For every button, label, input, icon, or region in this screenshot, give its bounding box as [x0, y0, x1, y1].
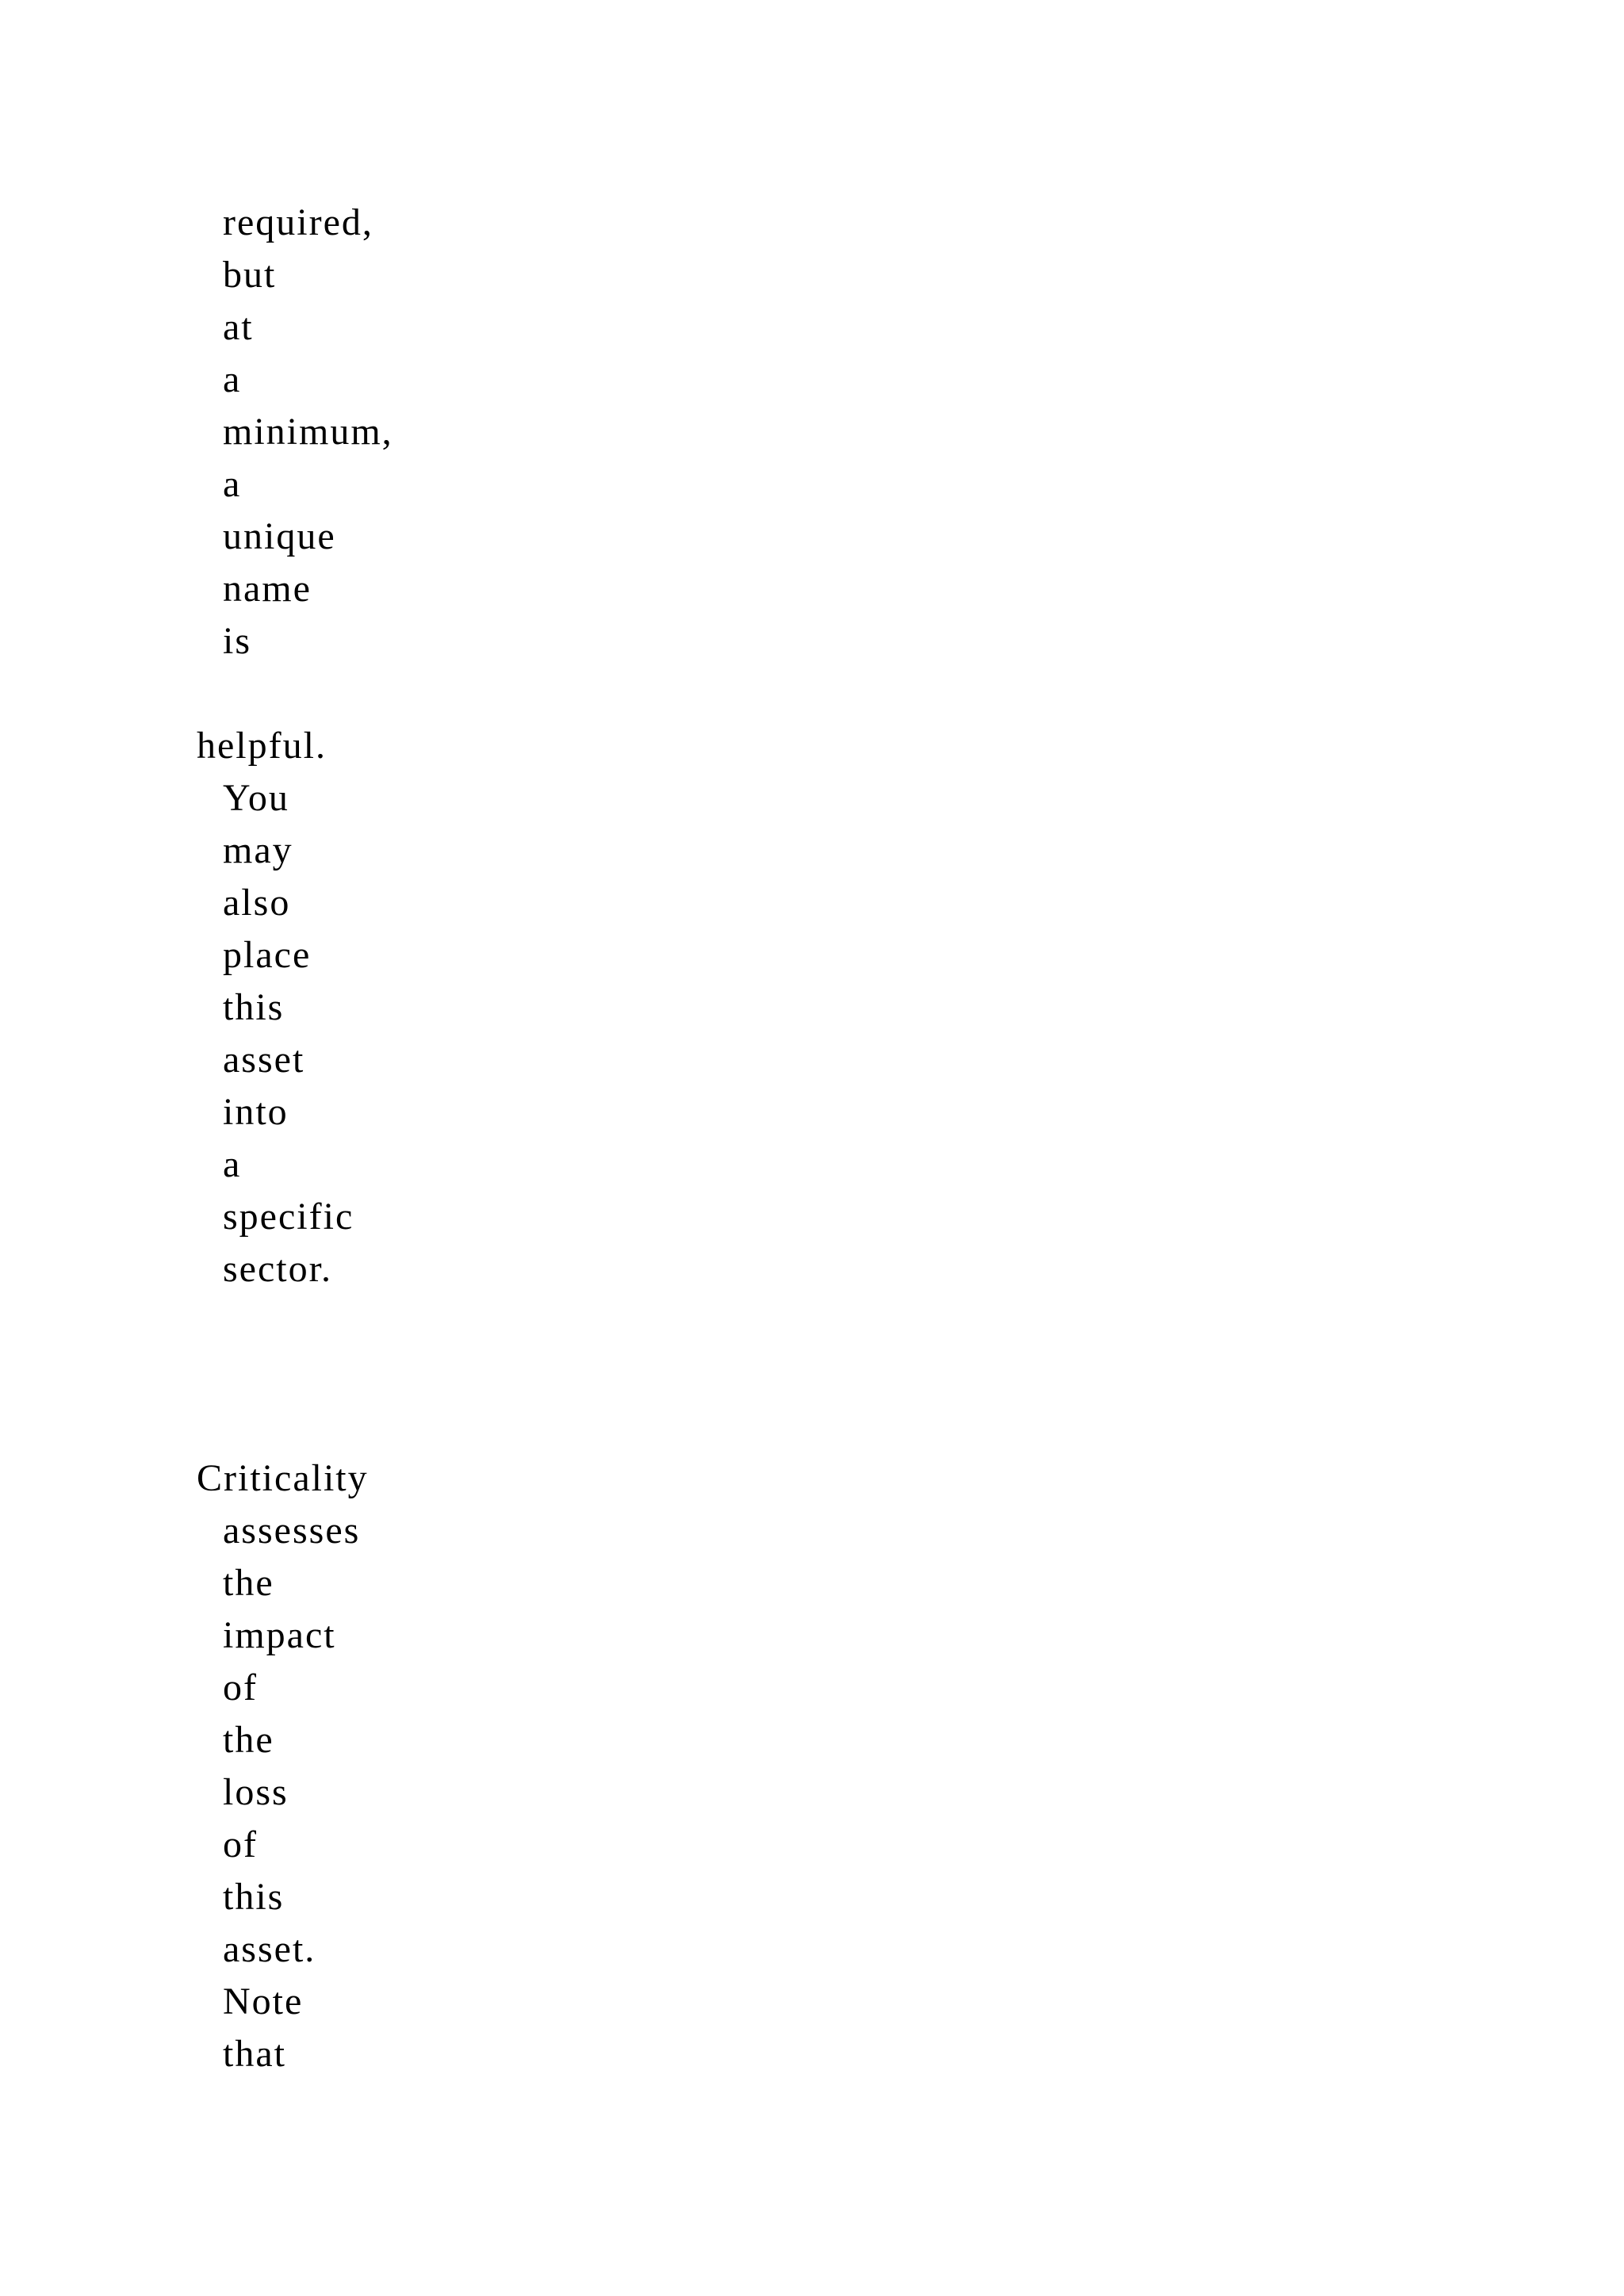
text-line: of [223, 1667, 258, 1709]
text-line-lead: helpful. [197, 725, 327, 767]
text-line: minimum, [223, 411, 393, 453]
text-line: also [223, 882, 291, 924]
text-line: this [223, 986, 285, 1028]
text-line: but [223, 254, 277, 296]
text-line: may [223, 829, 293, 871]
text-line: of [223, 1823, 258, 1866]
text-line: impact [223, 1614, 336, 1656]
text-line: the [223, 1562, 274, 1604]
text-line: assesses [223, 1510, 361, 1552]
text-line: at [223, 306, 254, 348]
text-line: name [223, 568, 312, 610]
text-line: a [223, 358, 242, 400]
text-line: sector. [223, 1248, 332, 1290]
text-line: specific [223, 1196, 354, 1238]
text-line: You [223, 777, 289, 819]
text-line: this [223, 1876, 285, 1918]
text-line: required, [223, 201, 373, 243]
text-line: asset. [223, 1928, 316, 1970]
text-line: the [223, 1719, 274, 1761]
text-line: Note [223, 1980, 304, 2022]
text-line: that [223, 2033, 286, 2075]
text-line: into [223, 1091, 289, 1133]
text-line-lead: Criticality [197, 1457, 369, 1499]
text-line: unique [223, 515, 336, 557]
text-line: asset [223, 1039, 305, 1081]
text-line: place [223, 934, 312, 976]
text-line: loss [223, 1771, 289, 1813]
text-line: a [223, 1143, 242, 1185]
text-line: is [223, 620, 252, 662]
text-line: a [223, 463, 242, 505]
